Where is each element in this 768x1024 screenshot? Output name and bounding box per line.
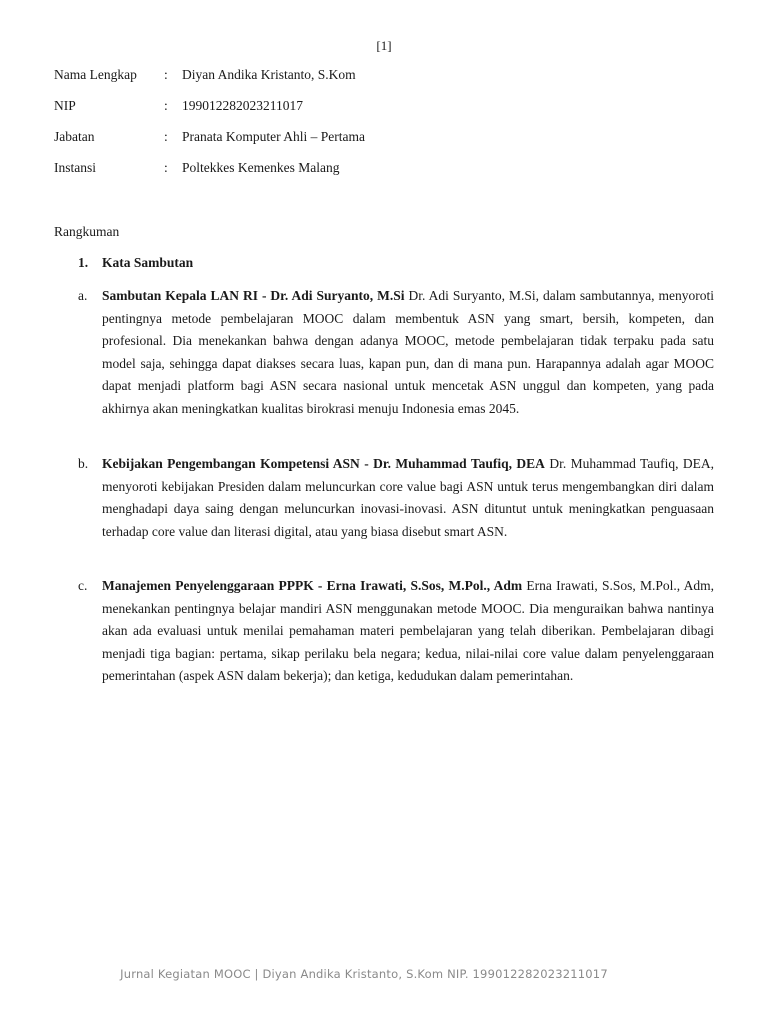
section-title [78, 255, 193, 271]
identity-value: Pranata Komputer Ahli – Pertama [182, 129, 365, 144]
item-paragraph [102, 453, 714, 543]
identity-row-nip [54, 97, 714, 128]
identity-colon: : [164, 98, 168, 113]
item-letter: b. [78, 456, 89, 471]
item-body: Dr. Adi Suryanto, M.Si, dalam sambutannya, menyoroti pentingnya metode pembelajaran MOOC dalam membentuk ASN yang smart, bersih, kompeten, dan profesional. Dia menekankan bahwa dengan adanya MOOC, metode pembelajaran tidak terpaku pada satu model saja, sehingga dapat diakses secara luas, kapan pun, dan di mana pun. Harapannya adalah agar MOOC dapat menjadi platform bagi ASN secara nasional untuk mencetak ASN unggul dan kompeten, yang pada akhirnya akan meningkatkan kualitas birokrasi menuju Indonesia emas 2045. [102, 288, 714, 416]
item-bold-title: Manajemen Penyelenggaraan PPPK - Erna Irawati, S.Sos, M.Pol., Adm [102, 578, 523, 593]
identity-value: Poltekkes Kemenkes Malang [182, 160, 340, 175]
identity-row-institution [54, 159, 714, 190]
summary-heading: Rangkuman [54, 224, 120, 239]
item-body: Erna Irawati, S.Sos, M.Pol., Adm, menekankan pentingnya belajar mandiri ASN menggunakan metode MOOC. Dia menguraikan bahwa nantinya akan ada evaluasi untuk menilai pemahaman materi pembelajaran yang telah diberikan. Pembelajaran dibagi menjadi tiga bagian: pertama, sikap perilaku bela negara; kedua, nilai-nilai core value dalam penyelenggaraan pemerintahan (aspek ASN dalam bekerja); dan ketiga, kedudukan dalam pemerintahan. [102, 578, 714, 683]
identity-colon: : [164, 129, 168, 144]
item-bold-title: Sambutan Kepala LAN RI - Dr. Adi Suryanto, M.Si [102, 288, 405, 303]
item-letter: a. [78, 288, 88, 303]
page-footer: Jurnal Kegiatan MOOC | Diyan Andika Kristanto, S.Kom NIP. 199012282023211017 [120, 967, 608, 981]
summary-item-a [78, 285, 714, 420]
identity-value: 199012282023211017 [182, 98, 303, 113]
page-number: [1] [376, 38, 392, 53]
item-body: Dr. Muhammad Taufiq, DEA, menyoroti kebijakan Presiden dalam meluncurkan core value bagi ASN untuk terus mengembangkan diri dalam menghadapi daya saing dengan meluncurkan inovasi-inovasi. ASN dituntut untuk meningkatkan penguasaan terhadap core value dan literasi digital, atau yang biasa disebut smart ASN. [102, 456, 714, 539]
identity-value: Diyan Andika Kristanto, S.Kom [182, 67, 356, 82]
identity-row-position [54, 128, 714, 159]
identity-colon: : [164, 67, 168, 82]
identity-row-name [54, 66, 714, 97]
identity-label: NIP [54, 98, 76, 113]
identity-label: Nama Lengkap [54, 67, 137, 82]
section-number: 1. [78, 255, 89, 270]
summary-item-c [78, 575, 714, 688]
identity-label: Jabatan [54, 129, 95, 144]
summary-item-b [78, 453, 714, 543]
section-title-text: Kata Sambutan [102, 255, 194, 270]
identity-colon: : [164, 160, 168, 175]
identity-block [54, 66, 714, 190]
item-paragraph [102, 285, 714, 420]
identity-label: Instansi [54, 160, 96, 175]
item-letter: c. [78, 578, 88, 593]
item-bold-title: Kebijakan Pengembangan Kompetensi ASN - Dr. Muhammad Taufiq, DEA [102, 456, 545, 471]
item-paragraph [102, 575, 714, 688]
